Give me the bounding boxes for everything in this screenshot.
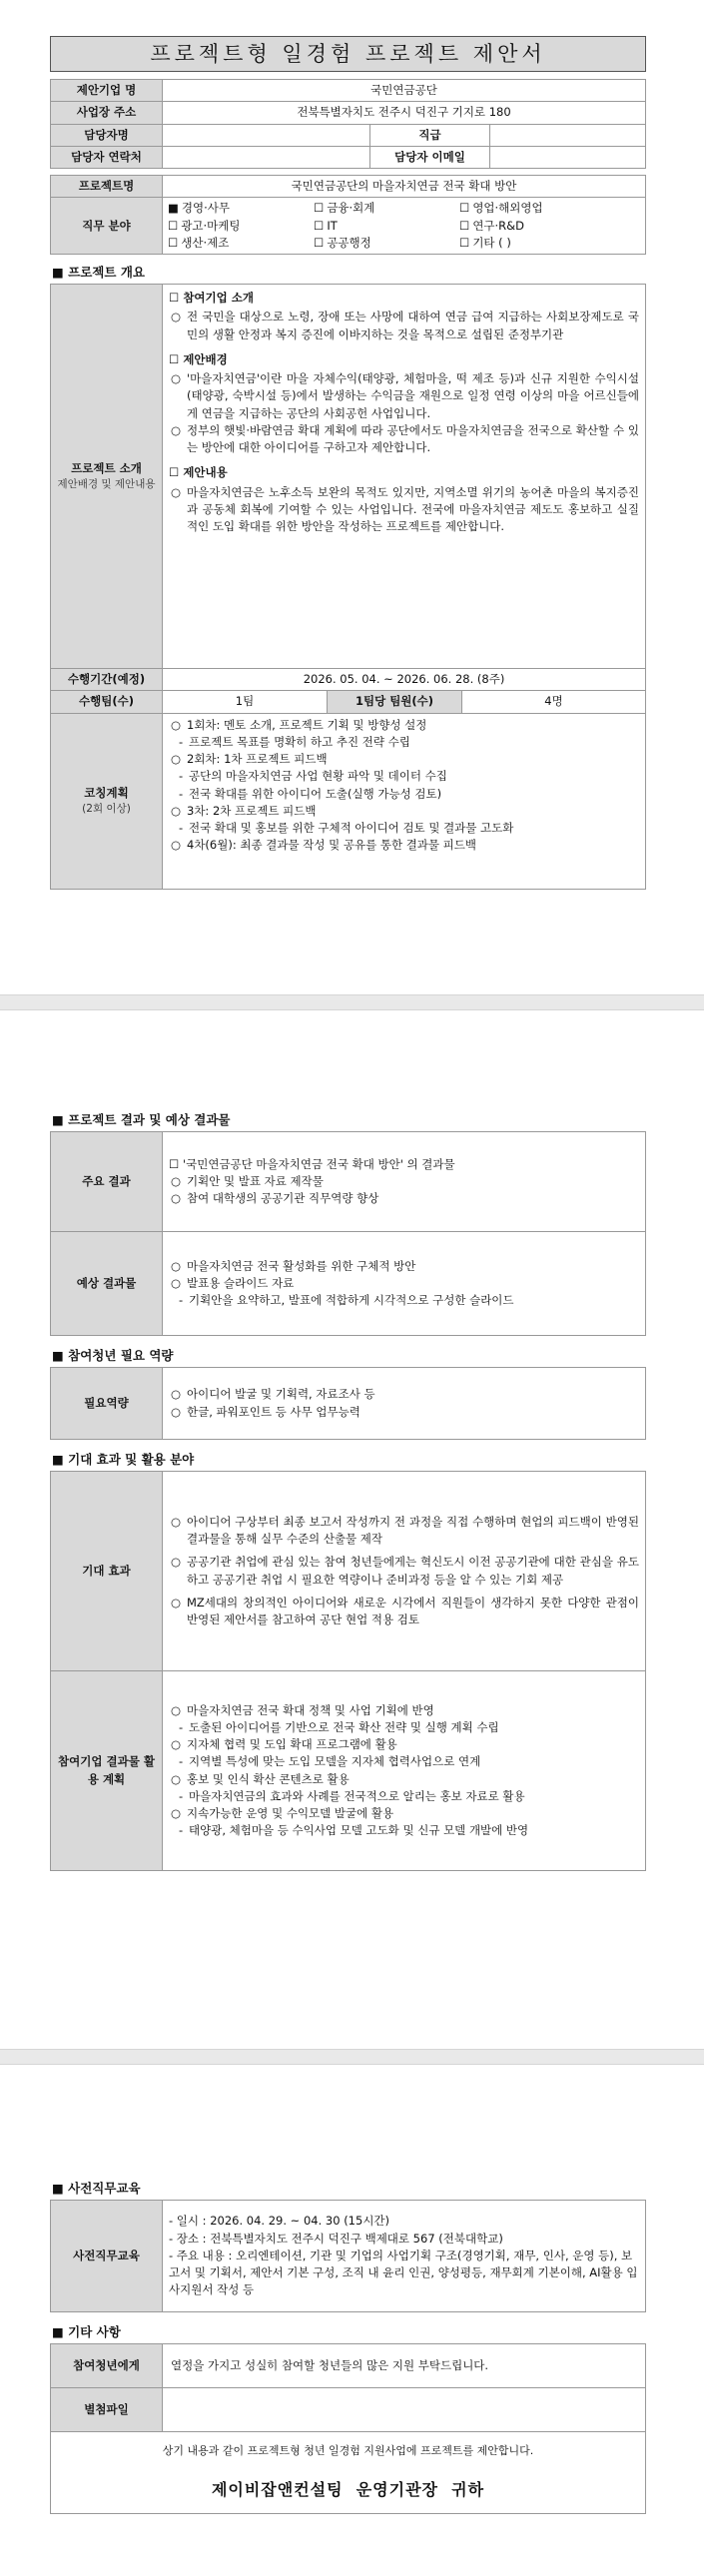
checkbox-icon: ☐: [168, 235, 179, 250]
usage-plan-content: [163, 1671, 646, 1871]
usage-1: ○ 마을자치연금 전국 확대 정책 및 사업 기획에 반영: [169, 1702, 639, 1719]
usage-4-detail: - 태양광, 체험마을 등 수익사업 모델 고도화 및 신규 모델 개발에 반영: [169, 1822, 639, 1839]
teams-label: 수행팀(수): [51, 691, 163, 713]
project-label: 프로젝트명: [51, 176, 163, 198]
field-option: [314, 235, 459, 252]
expected-results-label: 예상 결과물: [51, 1232, 163, 1336]
field-option: [459, 200, 629, 217]
overview-sublabel: 제안배경 및 제안내용: [57, 477, 156, 490]
overview-heading: ■ 프로젝트 개요: [52, 265, 145, 280]
attachment-label: 별첨파일: [51, 2388, 163, 2432]
coaching-1: ○ 1회차: 멘토 소개, 프로젝트 기획 및 방향성 설정: [169, 717, 639, 734]
expected-result-2-detail: - 기획안을 요약하고, 발표에 적합하게 시각적으로 구성한 슬라이드: [169, 1292, 639, 1309]
skills-content: [163, 1368, 646, 1440]
checkbox-icon: ☐: [168, 218, 179, 233]
field-option-label: 경영·사무: [181, 201, 230, 216]
training-date: - 일시 : 2026. 04. 29. ~ 04. 30 (15시간): [169, 2214, 390, 2229]
training-label: 사전직무교육: [51, 2201, 163, 2312]
field-option: [168, 235, 314, 252]
main-results-title: ☐ '국민연금공단 마을자치연금 전국 확대 방안' 의 결과물: [169, 1156, 455, 1171]
project-value: 국민연금공단의 마을자치연금 전국 확대 방안: [163, 176, 646, 198]
email-value: [490, 146, 646, 168]
address-value: 전북특별자치도 전주시 덕진구 기지로 180: [163, 102, 646, 124]
coaching-label-cell: [51, 713, 163, 889]
period-value: 2026. 05. 04. ~ 2026. 06. 28. (8주): [163, 669, 646, 691]
main-results-content: [163, 1132, 646, 1232]
closing-statement: 상기 내용과 같이 프로젝트형 청년 일경험 지원사업에 프로젝트를 제안합니다.: [162, 2444, 534, 2458]
overview-table: [50, 284, 646, 890]
results-heading: ■ 프로젝트 결과 및 예상 결과물: [52, 1112, 231, 1127]
field-option-label: 연구·R&D: [472, 218, 524, 233]
youth-message: 열정을 가지고 성실히 참여할 청년들의 많은 지원 부탁드립니다.: [163, 2344, 646, 2388]
checkbox-icon: ☐: [314, 201, 325, 216]
expected-result-1: ○ 마을자치연금 전국 활성화를 위한 구체적 방안: [169, 1258, 639, 1275]
company-label: 제안기업 명: [51, 80, 163, 102]
youth-message-label: 참여청년에게: [51, 2344, 163, 2388]
background-title: ☐ 제안배경: [169, 351, 228, 366]
checkbox-icon: ☐: [459, 201, 470, 216]
page-1: [0, 0, 704, 919]
field-option: [314, 218, 459, 235]
expected-results-content: [163, 1232, 646, 1336]
field-option: [459, 218, 629, 235]
company-intro-text: ○ 전 국민을 대상으로 노령, 장애 또는 사망에 대하여 연금 급여 지급하는 사회보장제도로 국민의 생활 안정과 복지 증진에 이바지하는 것을 목적으로 설립된 준정부기관: [169, 309, 639, 343]
proposal-text: ○ 마을자치연금은 노후소득 보완의 목적도 있지만, 지역소멸 위기의 농어촌 마을의 복지증진과 공동체 회복에 기여할 수 있는 사업입니다. 전국에 마을자치연금 제도도 홍보하고 실질적인 도입 확대를 위한 방안을 작성하는 프로젝트를 제안합니다.: [169, 484, 639, 536]
skills-label: 필요역량: [51, 1368, 163, 1440]
usage-4: ○ 지속가능한 운영 및 수익모델 발굴에 활용: [169, 1805, 639, 1822]
page-2: [0, 1010, 704, 2049]
coaching-3: ○ 3차: 2차 프로젝트 피드백: [169, 803, 639, 820]
coaching-1-detail: - 프로젝트 목표를 명확히 하고 추진 전략 수립: [169, 734, 639, 751]
skill-1: ○ 아이디어 발굴 및 기획력, 자료조사 등: [169, 1386, 639, 1403]
field-option-label: 공공행정: [327, 235, 371, 250]
skill-2: ○ 한글, 파워포인트 등 사무 업무능력: [169, 1404, 639, 1421]
company-info-table: [50, 79, 646, 169]
usage-1-detail: - 도출된 아이디어를 기반으로 전국 확산 전략 및 실행 계획 수립: [169, 1719, 639, 1736]
effect-1: ○ 아이디어 구상부터 최종 보고서 작성까지 전 과정을 직접 수행하며 현업의 피드백이 반영된 결과물을 통해 실무 수준의 산출물 제작: [169, 1514, 639, 1549]
effects-heading: ■ 기대 효과 및 활용 분야: [52, 1452, 195, 1467]
proposal-title: ☐ 제안내용: [169, 465, 228, 480]
position-label: 직급: [370, 124, 490, 146]
effect-2: ○ 공공기관 취업에 관심 있는 참여 청년들에게는 혁신도시 이전 공공기관에 대한 관심을 유도하고 공공기관 취업 시 필요한 역량이나 준비과정 등을 알 수 있는 기회 제공: [169, 1554, 639, 1589]
training-place: - 장소 : 전북특별자치도 전주시 덕진구 백제대로 567 (전북대학교): [169, 2231, 503, 2246]
usage-2-detail: - 지역별 특성에 맞는 도입 모델을 지자체 협력사업으로 연계: [169, 1753, 639, 1770]
members-value: 4명: [462, 691, 646, 713]
field-option: [168, 200, 314, 217]
coaching-3-detail: - 전국 확대 및 홍보를 위한 구체적 아이디어 검토 및 결과물 고도화: [169, 820, 639, 837]
checkbox-icon: ☐: [459, 218, 470, 233]
main-result-1: ○ 기획안 및 발표 자료 제작물: [169, 1173, 639, 1190]
background-text-1: ○ '마을자치연금'이란 마을 자체수익(태양광, 체험마을, 떡 제조 등)과 신규 지원한 수익시설(태양광, 숙박시설 등)에서 발생하는 수익금을 재원으로 일정 연령 이상의 마을 어르신들에게 연금을 지급하는 공단의 사회공헌 사업입니다.: [169, 370, 639, 422]
effects-label: 기대 효과: [51, 1472, 163, 1671]
closing-cell: [51, 2432, 646, 2514]
members-label: 1팀당 팀원(수): [328, 691, 462, 713]
skills-table: [50, 1367, 646, 1440]
manager-label: 담당자명: [51, 124, 163, 146]
field-option: [168, 218, 314, 235]
expected-result-2: ○ 발표용 슬라이드 자료: [169, 1275, 639, 1292]
main-results-label: 주요 결과: [51, 1132, 163, 1232]
main-result-2: ○ 참여 대학생의 공공기관 직무역량 향상: [169, 1190, 639, 1207]
training-table: [50, 2200, 646, 2312]
effects-table: [50, 1471, 646, 1871]
contact-label: 담당자 연락처: [51, 146, 163, 168]
other-table: [50, 2343, 646, 2514]
usage-3-detail: - 마을자치연금의 효과와 사례를 전국적으로 알리는 홍보 자료로 활용: [169, 1788, 639, 1805]
field-option-label: IT: [327, 218, 338, 233]
period-label: 수행기간(예정): [51, 669, 163, 691]
company-value: 국민연금공단: [163, 80, 646, 102]
page-separator: [0, 2049, 704, 2065]
field-option-label: 기타 ( ): [472, 235, 511, 250]
field-option-label: 생산·제조: [181, 235, 230, 250]
background-text-2: ○ 정부의 햇빛·바람연금 확대 계획에 따라 공단에서도 마을자치연금을 전국으로 확산할 수 있는 방안에 대한 아이디어를 구하고자 제안합니다.: [169, 422, 639, 457]
coaching-2-detail-2: - 전국 확대를 위한 아이디어 도출(실행 가능성 검토): [169, 786, 639, 803]
training-heading: ■ 사전직무교육: [52, 2181, 141, 2196]
coaching-label: 코칭계획: [84, 785, 129, 800]
results-table: [50, 1131, 646, 1336]
page-3: [0, 2065, 704, 2576]
effect-3: ○ MZ세대의 창의적인 아이디어와 새로운 시각에서 직원들이 생각하지 못한 다양한 관점이 반영된 제안서를 참고하여 공단 현업 적용 검토: [169, 1595, 639, 1629]
position-value: [490, 124, 646, 146]
overview-label-cell: [51, 285, 163, 669]
effects-content: [163, 1472, 646, 1671]
coaching-2: ○ 2회차: 1차 프로젝트 피드백: [169, 751, 639, 768]
checkbox-icon: ☐: [314, 235, 325, 250]
usage-plan-label: 참여기업 결과물 활용 계획: [51, 1671, 163, 1871]
signature: 제이비잡앤컨설팅 운영기관장 귀하: [211, 2479, 485, 2499]
training-contents: - 주요 내용 : 오리엔테이션, 기관 및 기업의 사업기획 구조(경영기획, 재무, 인사, 운영 등), 보고서 및 기획서, 제안서 기본 구성, 조직 내 윤리 인권, 양성평등, 재무회계 기본이해, AI활용 입사지원서 작성 등: [169, 2248, 638, 2297]
field-option-label: 영업·해외영업: [472, 201, 543, 216]
other-heading: ■ 기타 사항: [52, 2324, 121, 2339]
usage-3: ○ 홍보 및 인식 확산 콘텐츠로 활용: [169, 1771, 639, 1788]
coaching-sublabel: (2회 이상): [82, 802, 131, 815]
attachment-value: [163, 2388, 646, 2432]
coaching-2-detail-1: - 공단의 마을자치연금 사업 현황 파악 및 데이터 수집: [169, 768, 639, 785]
company-intro-title: ☐ 참여기업 소개: [169, 291, 254, 305]
email-label: 담당자 이메일: [370, 146, 490, 168]
document-title: 프로젝트형 일경험 프로젝트 제안서: [50, 36, 646, 72]
checkbox-icon: ■: [168, 201, 179, 216]
skills-heading: ■ 참여청년 필요 역량: [52, 1348, 174, 1363]
usage-2: ○ 지자체 협력 및 도입 확대 프로그램에 활용: [169, 1736, 639, 1753]
field-option-label: 금융·회계: [327, 201, 375, 216]
coaching-4: ○ 4차(6월): 최종 결과물 작성 및 공유를 통한 결과물 피드백: [169, 837, 639, 854]
project-field-table: [50, 175, 646, 255]
field-checklist: [168, 200, 640, 252]
checkbox-icon: ☐: [314, 218, 325, 233]
field-option: [459, 235, 629, 252]
field-option-label: 광고·마케팅: [181, 218, 241, 233]
checkbox-icon: ☐: [459, 235, 470, 250]
field-label: 직무 분야: [51, 198, 163, 255]
manager-value: [163, 124, 370, 146]
field-option: [314, 200, 459, 217]
overview-label: 프로젝트 소개: [71, 460, 142, 475]
overview-content: [163, 285, 646, 669]
page-separator: [0, 994, 704, 1010]
coaching-content: [163, 713, 646, 889]
address-label: 사업장 주소: [51, 102, 163, 124]
training-content: [163, 2201, 646, 2312]
teams-value: 1팀: [163, 691, 328, 713]
contact-value: [163, 146, 370, 168]
